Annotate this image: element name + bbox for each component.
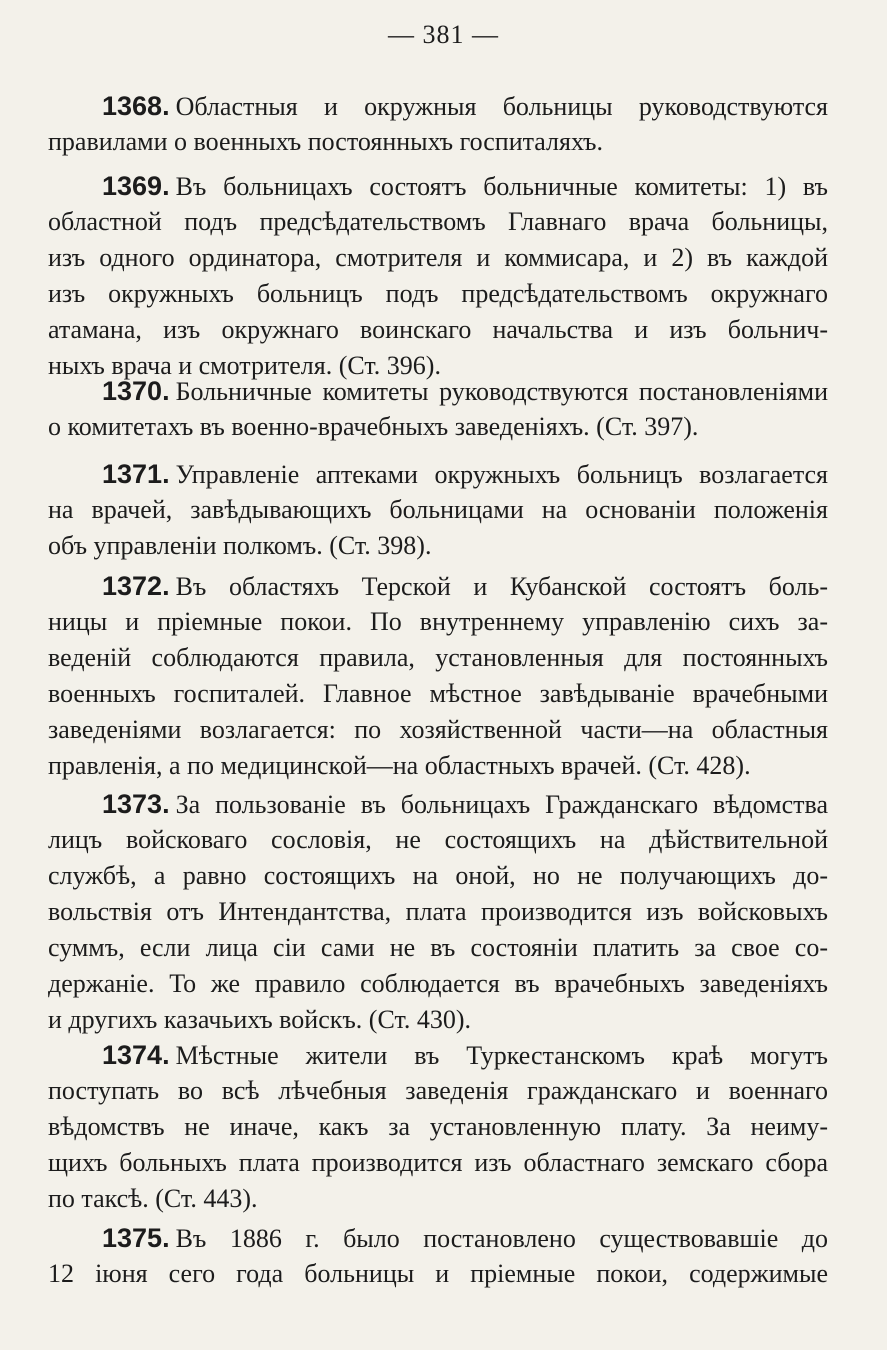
article-text: Мѣстные жители въ Туркестанскомъ краѣ могутъ: [175, 1041, 828, 1070]
article-line: ныхъ врача и смотрителя. (Ст. 396).: [48, 351, 441, 380]
article-1371: [48, 456, 828, 564]
article-line: [48, 373, 828, 409]
article-1369: [48, 168, 828, 384]
article-text: Больничные комитеты руководствуются постановленіями: [175, 377, 828, 406]
article-number: 1372.: [102, 571, 170, 601]
article-line: по таксѣ. (Ст. 443).: [48, 1184, 258, 1213]
article-1375: [48, 1220, 828, 1292]
article-1372: [48, 568, 828, 784]
article-text: Въ областяхъ Терской и Кубанской состоятъ боль-: [175, 572, 828, 601]
article-number: 1369.: [102, 171, 170, 201]
article-number: 1373.: [102, 789, 170, 819]
article-line: и другихъ казачьихъ войскъ. (Ст. 430).: [48, 1005, 472, 1034]
article-line: поступать во всѣ лѣчебныя заведенія гражданскаго и военнаго: [48, 1076, 828, 1105]
article-line: [48, 168, 828, 204]
article-line: [48, 786, 828, 822]
article-number: 1375.: [102, 1223, 170, 1253]
article-1368: [48, 88, 828, 160]
article-line: [48, 1037, 828, 1073]
article-text: Областныя и окружныя больницы руководствуются: [175, 92, 828, 121]
article-number: 1368.: [102, 91, 170, 121]
article-line: [48, 456, 828, 492]
article-line: держаніе. То же правило соблюдается въ врачебныхъ заведеніяхъ: [48, 969, 828, 998]
article-line: щихъ больныхъ плата производится изъ областнаго земскаго сбора: [48, 1148, 828, 1177]
article-line: правилами о военныхъ постоянныхъ госпиталяхъ.: [48, 127, 603, 156]
article-line: заведеніями возлагается: по хозяйственной части—на областныя: [48, 715, 828, 744]
article-line: вольствія отъ Интендантства, плата производится изъ войсковыхъ: [48, 897, 828, 926]
article-line: военныхъ госпиталей. Главное мѣстное завѣдываніе врачебными: [48, 679, 828, 708]
article-line: областной подъ предсѣдательствомъ Главнаго врача больницы,: [48, 207, 828, 236]
article-line: изъ одного ординатора, смотрителя и коммисара, и 2) въ каждой: [48, 243, 828, 272]
article-1373: [48, 786, 828, 1038]
article-text: Въ больницахъ состоятъ больничные комитеты: 1) въ: [175, 172, 828, 201]
article-line: атамана, изъ окружнаго воинскаго начальства и изъ больнич-: [48, 315, 828, 344]
article-number: 1370.: [102, 376, 170, 406]
article-text: Въ 1886 г. было постановлено существовавшіе до: [175, 1224, 828, 1253]
article-1370: [48, 373, 828, 445]
article-line: [48, 88, 828, 124]
article-number: 1371.: [102, 459, 170, 489]
page-number: — 381 —: [388, 20, 499, 49]
article-line: 12 іюня сего года больницы и пріемные покои, содержимые: [48, 1259, 828, 1288]
article-line: [48, 1220, 828, 1256]
article-line: объ управленіи полкомъ. (Ст. 398).: [48, 531, 432, 560]
article-text: За пользованіе въ больницахъ Гражданскаго вѣдомства: [175, 790, 828, 819]
article-line: службѣ, а равно состоящихъ на оной, но не получающихъ до-: [48, 861, 828, 890]
article-line: правленія, а по медицинской—на областныхъ врачей. (Ст. 428).: [48, 751, 751, 780]
article-number: 1374.: [102, 1040, 170, 1070]
article-1374: [48, 1037, 828, 1217]
article-line: о комитетахъ въ военно-врачебныхъ заведеніяхъ. (Ст. 397).: [48, 412, 699, 441]
article-line: суммъ, если лица сіи сами не въ состояніи платить за свое со-: [48, 933, 828, 962]
article-line: ницы и пріемные покои. По внутреннему управленію сихъ за-: [48, 607, 828, 636]
article-line: [48, 568, 828, 604]
article-line: веденій соблюдаются правила, установленныя для постоянныхъ: [48, 643, 828, 672]
article-text: Управленіе аптеками окружныхъ больницъ возлагается: [175, 460, 828, 489]
article-line: на врачей, завѣдывающихъ больницами на основаніи положенія: [48, 495, 828, 524]
article-line: вѣдомствъ не иначе, какъ за установленную плату. За неиму-: [48, 1112, 828, 1141]
article-line: изъ окружныхъ больницъ подъ предсѣдательствомъ окружнаго: [48, 279, 828, 308]
article-line: лицъ войсковаго сословія, не состоящихъ на дѣйствительной: [48, 825, 828, 854]
